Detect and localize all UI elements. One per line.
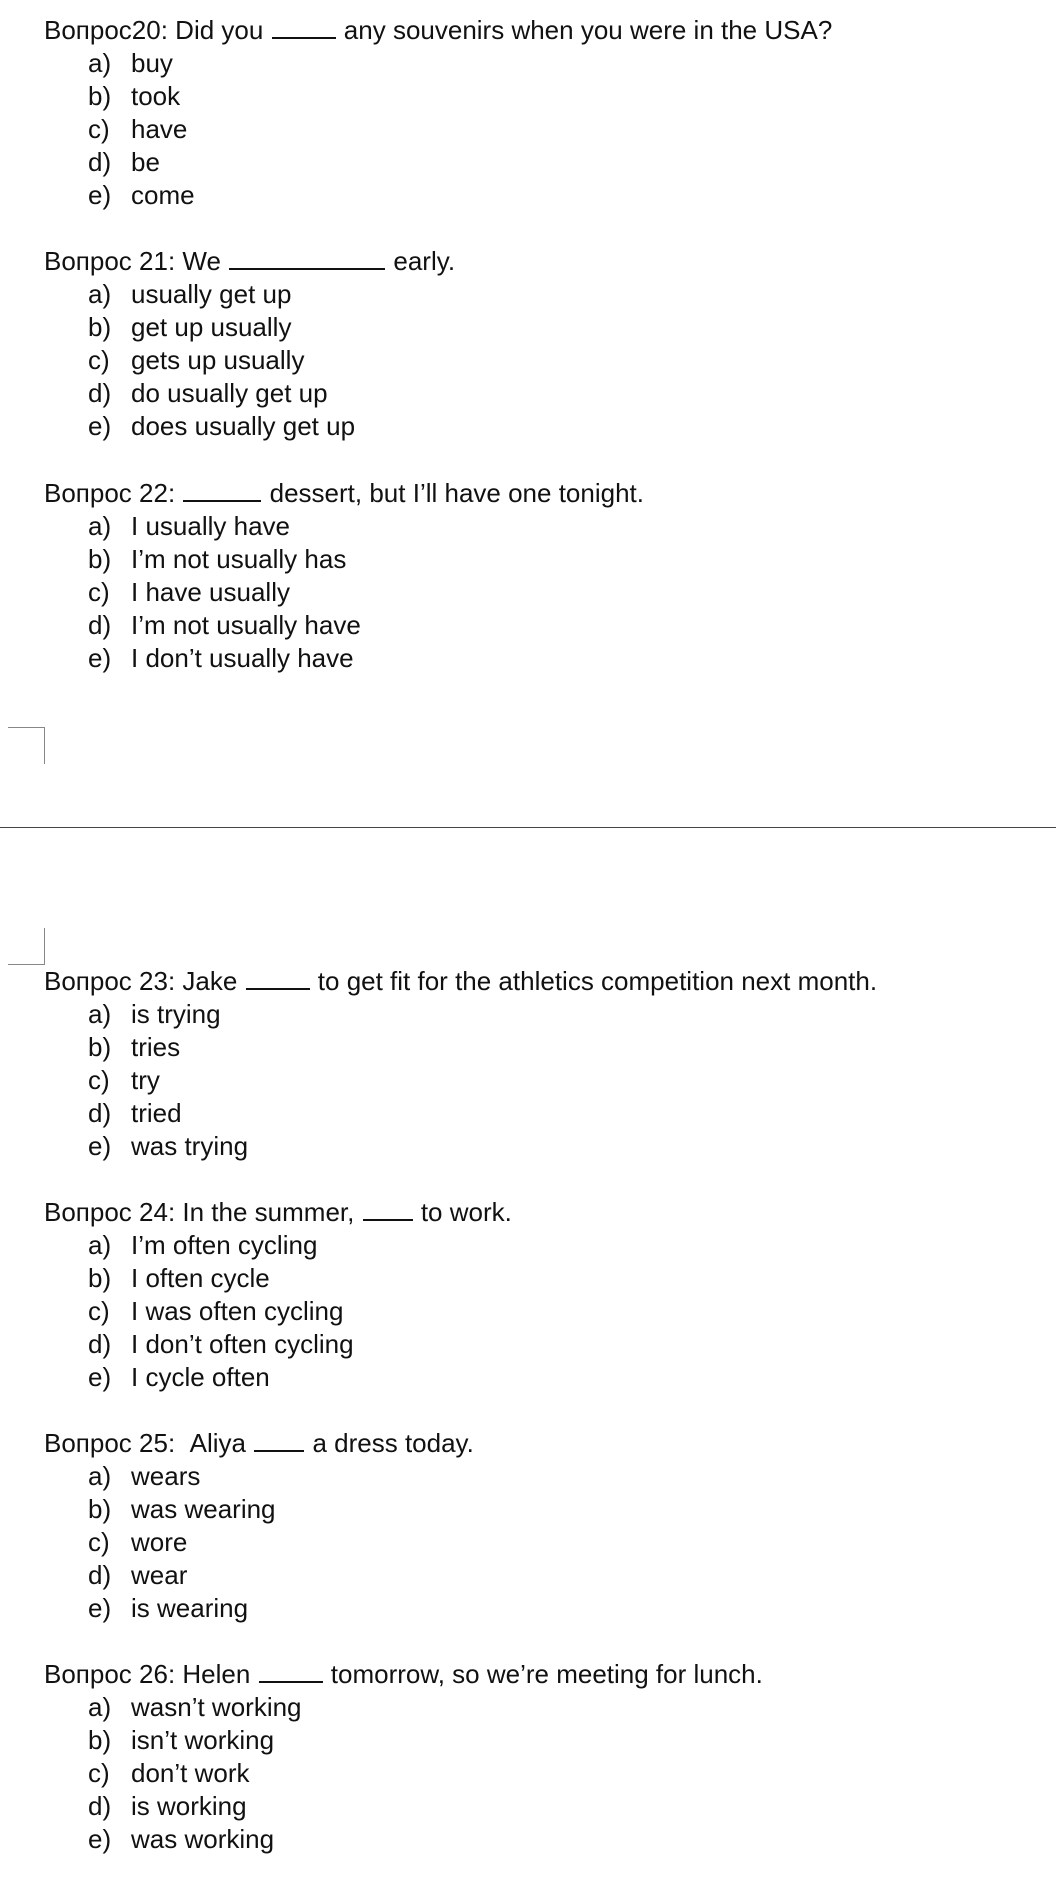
option-item[interactable] [88, 377, 1044, 410]
option-item[interactable] [88, 1130, 1044, 1163]
question-suffix: tomorrow, so we’re meeting for lunch. [330, 1659, 763, 1689]
option-text: I’m not usually have [131, 610, 361, 640]
option-letter: b) [88, 1263, 112, 1293]
answer-blank [259, 1659, 323, 1683]
question-text [44, 1658, 1044, 1691]
option-letter: c) [88, 1527, 110, 1557]
option-text: I’m not usually has [131, 544, 347, 574]
option-item[interactable] [88, 1592, 1044, 1625]
option-text: I usually have [131, 511, 290, 541]
option-letter: e) [88, 1824, 112, 1854]
option-letter: d) [88, 1329, 112, 1359]
option-letter: b) [88, 81, 112, 111]
option-text: tries [131, 1032, 181, 1062]
option-item[interactable] [88, 1460, 1044, 1493]
question-text [44, 245, 1044, 278]
question-20 [44, 14, 1044, 212]
option-list [44, 278, 1044, 443]
option-text: took [131, 81, 181, 111]
option-item[interactable] [88, 510, 1044, 543]
option-letter: e) [88, 1131, 112, 1161]
option-letter: c) [88, 1296, 110, 1326]
option-text: is trying [131, 999, 221, 1029]
question-prefix: Вопрос 26: Helen [44, 1659, 251, 1689]
option-item[interactable] [88, 311, 1044, 344]
option-list [44, 47, 1044, 212]
option-item[interactable] [88, 1757, 1044, 1790]
question-23 [44, 965, 1044, 1163]
option-letter: b) [88, 544, 112, 574]
option-text: I have usually [131, 577, 290, 607]
page-break-divider [0, 827, 1056, 828]
option-item[interactable] [88, 1526, 1044, 1559]
option-item[interactable] [88, 1790, 1044, 1823]
option-item[interactable] [88, 609, 1044, 642]
option-letter: a) [88, 1692, 112, 1722]
question-text [44, 1427, 1044, 1460]
question-suffix: a dress today. [312, 1428, 474, 1458]
option-text: is working [131, 1791, 247, 1821]
option-item[interactable] [88, 1691, 1044, 1724]
option-item[interactable] [88, 1493, 1044, 1526]
option-item[interactable] [88, 1031, 1044, 1064]
option-item[interactable] [88, 113, 1044, 146]
margin-corner-mark [8, 928, 45, 965]
option-letter: a) [88, 1461, 112, 1491]
option-text: try [131, 1065, 160, 1095]
option-text: I cycle often [131, 1362, 270, 1392]
option-item[interactable] [88, 1361, 1044, 1394]
option-text: be [131, 147, 160, 177]
question-text [44, 965, 1044, 998]
option-letter: a) [88, 511, 112, 541]
option-letter: e) [88, 1593, 112, 1623]
option-item[interactable] [88, 179, 1044, 212]
option-item[interactable] [88, 344, 1044, 377]
option-text: was trying [131, 1131, 249, 1161]
question-text [44, 14, 1044, 47]
option-list [44, 998, 1044, 1163]
option-text: I often cycle [131, 1263, 270, 1293]
option-text: wasn’t working [131, 1692, 302, 1722]
option-letter: e) [88, 180, 112, 210]
option-item[interactable] [88, 1262, 1044, 1295]
option-letter: a) [88, 48, 112, 78]
question-prefix: Вопрос 21: We [44, 246, 221, 276]
option-text: buy [131, 48, 173, 78]
option-letter: a) [88, 279, 112, 309]
option-item[interactable] [88, 410, 1044, 443]
question-prefix: Вопрос 22: [44, 478, 176, 508]
option-item[interactable] [88, 278, 1044, 311]
answer-blank [254, 1428, 304, 1452]
option-letter: c) [88, 345, 110, 375]
option-letter: c) [88, 1065, 110, 1095]
option-item[interactable] [88, 1823, 1044, 1856]
answer-blank [363, 1197, 413, 1221]
margin-corner-mark [8, 727, 45, 764]
question-suffix: early. [393, 246, 456, 276]
question-suffix: any souvenirs when you were in the USA? [343, 15, 833, 45]
option-text: I don’t usually have [131, 643, 354, 673]
option-text: I was often cycling [131, 1296, 344, 1326]
question-24 [44, 1196, 1044, 1394]
option-letter: a) [88, 999, 112, 1029]
option-item[interactable] [88, 543, 1044, 576]
option-letter: e) [88, 1362, 112, 1392]
question-prefix: Вопрос 23: Jake [44, 966, 238, 996]
option-item[interactable] [88, 1724, 1044, 1757]
option-letter: b) [88, 1032, 112, 1062]
option-item[interactable] [88, 47, 1044, 80]
question-suffix: to work. [420, 1197, 512, 1227]
option-text: was wearing [131, 1494, 276, 1524]
option-text: I’m often cycling [131, 1230, 318, 1260]
option-letter: c) [88, 577, 110, 607]
option-text: come [131, 180, 195, 210]
option-letter: e) [88, 643, 112, 673]
question-suffix: to get fit for the athletics competition next month. [317, 966, 878, 996]
option-item[interactable] [88, 1328, 1044, 1361]
option-item[interactable] [88, 1064, 1044, 1097]
option-letter: b) [88, 312, 112, 342]
option-letter: b) [88, 1494, 112, 1524]
option-text: was working [131, 1824, 275, 1854]
question-21 [44, 245, 1044, 443]
option-text: isn’t working [131, 1725, 275, 1755]
option-text: get up usually [131, 312, 292, 342]
option-letter: d) [88, 147, 112, 177]
option-item[interactable] [88, 1559, 1044, 1592]
option-list [44, 510, 1044, 675]
option-letter: d) [88, 1098, 112, 1128]
option-text: do usually get up [131, 378, 328, 408]
question-25 [44, 1427, 1044, 1625]
question-text [44, 477, 1044, 510]
option-text: I don’t often cycling [131, 1329, 354, 1359]
option-item[interactable] [88, 998, 1044, 1031]
option-text: is wearing [131, 1593, 249, 1623]
option-item[interactable] [88, 1295, 1044, 1328]
option-letter: d) [88, 1791, 112, 1821]
option-text: wore [131, 1527, 188, 1557]
option-text: wears [131, 1461, 201, 1491]
option-letter: c) [88, 1758, 110, 1788]
option-list [44, 1229, 1044, 1394]
option-item[interactable] [88, 1097, 1044, 1130]
option-letter: d) [88, 1560, 112, 1590]
option-item[interactable] [88, 576, 1044, 609]
answer-blank [229, 246, 385, 270]
option-text: tried [131, 1098, 182, 1128]
option-item[interactable] [88, 1229, 1044, 1262]
option-list [44, 1691, 1044, 1856]
question-22 [44, 477, 1044, 675]
option-letter: b) [88, 1725, 112, 1755]
option-item[interactable] [88, 642, 1044, 675]
answer-blank [272, 15, 336, 39]
question-suffix: dessert, but I’ll have one tonight. [269, 478, 644, 508]
option-letter: d) [88, 378, 112, 408]
option-item[interactable] [88, 80, 1044, 113]
question-text [44, 1196, 1044, 1229]
option-item[interactable] [88, 146, 1044, 179]
answer-blank [246, 966, 310, 990]
answer-blank [183, 478, 261, 502]
option-text: don’t work [131, 1758, 250, 1788]
option-text: usually get up [131, 279, 292, 309]
option-letter: c) [88, 114, 110, 144]
option-letter: e) [88, 411, 112, 441]
option-letter: d) [88, 610, 112, 640]
question-26 [44, 1658, 1044, 1856]
option-letter: a) [88, 1230, 112, 1260]
question-prefix: Вопрос 24: In the summer, [44, 1197, 355, 1227]
question-prefix: Вопрос20: Did you [44, 15, 264, 45]
question-prefix: Вопрос 25: Aliya [44, 1428, 246, 1458]
option-list [44, 1460, 1044, 1625]
option-text: wear [131, 1560, 188, 1590]
option-text: does usually get up [131, 411, 356, 441]
option-text: have [131, 114, 188, 144]
option-text: gets up usually [131, 345, 305, 375]
